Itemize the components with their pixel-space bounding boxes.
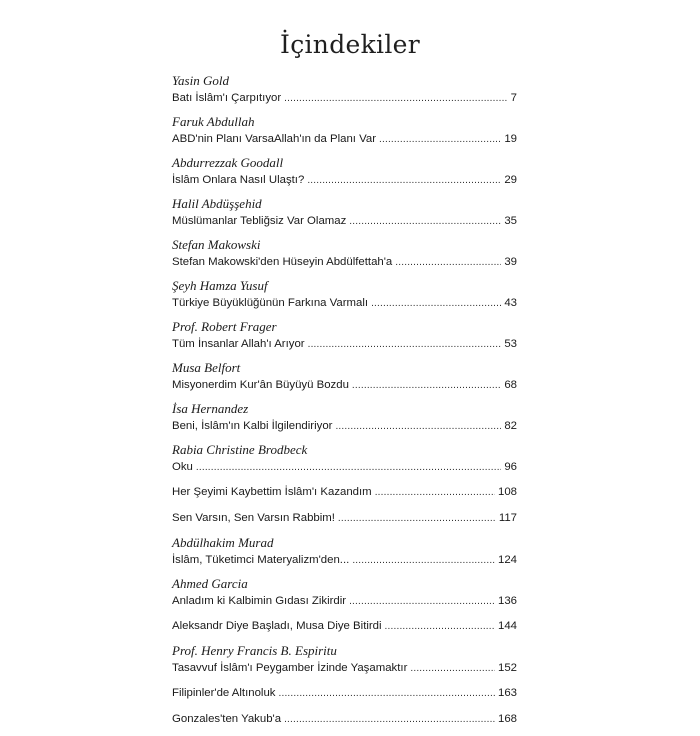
- toc-entry-page-number: 108: [497, 485, 517, 498]
- toc-entry-page-number: 35: [504, 214, 517, 227]
- toc-entry-author: Stefan Makowski: [172, 236, 261, 252]
- toc-entry: [172, 509, 517, 529]
- dot-leader: [349, 593, 495, 612]
- dot-leader: [335, 418, 501, 437]
- toc-entry-line: [172, 684, 517, 704]
- toc-entry-line: [172, 483, 517, 503]
- dot-leader: [196, 459, 501, 478]
- toc-entry-title: Tasavvuf İslâm'ı Peygamber İzinde Yaşamaktır: [172, 661, 408, 674]
- toc-entry-line: [172, 592, 517, 611]
- toc-entry-author: Ahmed Garcia: [172, 575, 248, 591]
- toc-entry-page-number: 124: [497, 553, 517, 566]
- toc-entry: [172, 278, 517, 313]
- toc-entry: [172, 643, 517, 678]
- toc-entry-title: İslâm, Tüketimci Materyalizm'den...: [172, 553, 350, 566]
- toc-entry-line: [172, 617, 517, 637]
- toc-entry-author: Faruk Abdullah: [172, 113, 255, 129]
- toc-entry-page-number: 117: [498, 511, 517, 524]
- toc-entry-title: Batı İslâm'ı Çarpıtıyor: [172, 92, 282, 104]
- dot-leader: [307, 172, 501, 191]
- toc-entry: [172, 535, 517, 570]
- toc-entry: [172, 483, 517, 503]
- toc-entry-title: ABD'nin Planı VarsaAllah'ın da Planı Var: [172, 132, 377, 145]
- toc-entry-page-number: 43: [504, 296, 517, 309]
- toc-entry: [172, 237, 517, 272]
- toc-entry: [172, 196, 517, 231]
- toc-entry-author: Rabia Christine Brodbeck: [172, 441, 308, 457]
- toc-entry-line: [172, 335, 517, 354]
- dot-leader: [352, 552, 495, 571]
- toc-entry-page-number: 29: [504, 173, 517, 186]
- toc-entry-line: [172, 89, 517, 108]
- toc-entry-title: Filipinler'de Altınoluk: [172, 686, 276, 699]
- toc-entry-title: Gonzales'ten Yakub'a: [172, 712, 282, 725]
- table-of-contents: [172, 73, 517, 736]
- dot-leader: [395, 254, 501, 273]
- dot-leader: [308, 336, 502, 355]
- dot-leader: [379, 131, 501, 150]
- toc-entry-line: [172, 171, 517, 190]
- toc-entry-line: [172, 212, 517, 231]
- toc-entry-line: [172, 376, 517, 395]
- toc-entry-line: [172, 294, 517, 313]
- toc-entry: [172, 442, 517, 477]
- toc-entry: [172, 401, 517, 436]
- toc-entry-title: Misyonerdim Kur'ân Büyüyü Bozdu: [172, 378, 349, 391]
- toc-entry-title: Sen Varsın, Sen Varsın Rabbim!: [172, 511, 335, 524]
- toc-entry-line: [172, 710, 517, 730]
- toc-entry-line: [172, 417, 517, 436]
- toc-entry-author: İsa Hernandez: [172, 400, 249, 416]
- toc-entry-author: Abdülhakim Murad: [172, 534, 274, 550]
- toc-entry-page-number: 168: [497, 712, 517, 725]
- toc-entry-page-number: 39: [504, 255, 517, 268]
- toc-entry-title: Oku: [172, 460, 193, 473]
- toc-entry-author: Musa Belfort: [172, 359, 241, 375]
- toc-entry: [172, 319, 517, 354]
- toc-entry-title: Stefan Makowski'den Hüseyin Abdülfettah'a: [172, 255, 393, 268]
- toc-entry-line: [172, 509, 517, 529]
- toc-entry-line: [172, 551, 517, 570]
- toc-entry-line: [172, 458, 517, 477]
- toc-entry-page-number: 68: [504, 378, 517, 391]
- toc-entry-author: Prof. Robert Frager: [172, 318, 277, 334]
- toc-entry: [172, 617, 517, 637]
- page-title: İçindekiler: [280, 30, 420, 59]
- dot-leader: [278, 684, 495, 704]
- dot-leader: [284, 90, 508, 109]
- toc-entry-page-number: 96: [504, 460, 517, 473]
- toc-entry: [172, 155, 517, 190]
- toc-entry-title: Anladım ki Kalbimin Gıdası Zikirdir: [172, 594, 347, 607]
- toc-entry-author: Yasin Gold: [172, 73, 229, 88]
- dot-leader: [371, 295, 501, 314]
- toc-entry-title: Her Şeyimi Kaybettim İslâm'ı Kazandım: [172, 485, 372, 498]
- toc-entry-title: Türkiye Büyüklüğünün Farkına Varmalı: [172, 296, 369, 309]
- toc-entry-author: Halil Abdüşşehid: [172, 195, 262, 211]
- toc-entry: [172, 360, 517, 395]
- toc-entry-page-number: 53: [504, 337, 517, 350]
- toc-entry: [172, 710, 517, 730]
- dot-leader: [349, 213, 501, 232]
- toc-entry-author: Abdurrezzak Goodall: [172, 154, 284, 170]
- toc-entry: [172, 684, 517, 704]
- toc-entry: [172, 73, 517, 108]
- toc-entry-page-number: 7: [510, 92, 517, 104]
- toc-entry-page-number: 82: [504, 419, 517, 432]
- toc-entry-author: Şeyh Hamza Yusuf: [172, 277, 268, 293]
- toc-entry-author: Prof. Henry Francis B. Espiritu: [172, 642, 337, 658]
- toc-entry-page-number: 136: [497, 594, 517, 607]
- toc-entry-page-number: 152: [497, 661, 517, 674]
- dot-leader: [352, 377, 501, 396]
- toc-entry-title: Aleksandr Diye Başladı, Musa Diye Bitirdi: [172, 619, 382, 632]
- toc-entry-title: Beni, İslâm'ın Kalbi İlgilendiriyor: [172, 419, 333, 432]
- toc-entry: [172, 114, 517, 149]
- toc-entry-page-number: 163: [497, 686, 517, 699]
- toc-entry-page-number: 19: [504, 132, 517, 145]
- dot-leader: [385, 617, 495, 637]
- dot-leader: [284, 710, 495, 730]
- toc-entry-title: İslâm Onlara Nasıl Ulaştı?: [172, 173, 305, 186]
- toc-entry-page-number: 144: [497, 619, 517, 632]
- dot-leader: [338, 509, 496, 529]
- toc-entry-line: [172, 253, 517, 272]
- toc-entry-title: Tüm İnsanlar Allah'ı Arıyor: [172, 337, 305, 350]
- toc-entry: [172, 576, 517, 611]
- dot-leader: [410, 660, 495, 679]
- toc-entry-line: [172, 130, 517, 149]
- toc-entry-line: [172, 659, 517, 678]
- dot-leader: [375, 483, 495, 503]
- toc-entry-title: Müslümanlar Tebliğsiz Var Olamaz: [172, 214, 347, 227]
